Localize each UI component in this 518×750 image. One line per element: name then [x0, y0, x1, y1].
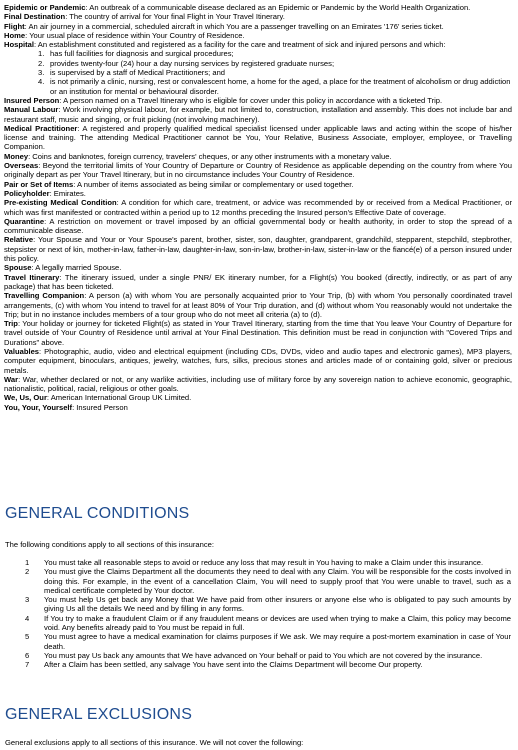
definition-text: : The country of arrival for Your final Flight in Your Travel Itinerary. — [65, 12, 285, 22]
definition-text: : A registered and properly qualified medical specialist licensed under applicable laws and acting within the scope of his/her license and training. The attending Medical Practitioner cannot be You, Your Relative, Business Associate, employer, employee, or Travelling Companion. — [4, 123, 512, 152]
item-text: You must pay Us back any amounts that We have advanced on Your behalf or paid to You which are not covered by the insurance. — [44, 650, 483, 660]
definition-entry — [4, 393, 512, 402]
item-text: If You try to make a fraudulent Claim or if any fraudulent means or devices are used when trying to make a Claim, this policy may become void. Any benefits already paid to You must be repaid in full. — [44, 613, 511, 633]
condition-item — [5, 660, 511, 669]
definition-entry — [4, 403, 512, 412]
definition-entry — [4, 235, 512, 263]
condition-item — [5, 632, 511, 651]
definition-text: : War, whether declared or not, or any warlike activities, including use of military force by any sovereign nation to achieve economic, geographic, nationalistic, political, racial, religious or other goals. — [4, 374, 512, 394]
definitions-section — [4, 3, 512, 412]
item-text: After a Claim has been settled, any salvage You have sent into the Claims Department will become Our property. — [44, 660, 423, 670]
definition-entry — [4, 124, 512, 152]
definition-term: We, Us, Our — [4, 393, 47, 403]
definition-text: : Beyond the territorial limits of Your Country of Departure or Country of Residence as applicable depending on the country from where You originally depart as per Your Travel Itinerary, but in no circumstance includes Your Country of Residence. — [4, 161, 512, 180]
general-exclusions-intro: General exclusions apply to all sections of this insurance. We will not cover the following: — [5, 738, 304, 747]
definition-text: : Emirates. — [49, 188, 86, 198]
definition-term: Medical Practitioner — [4, 123, 78, 133]
definition-entry — [4, 161, 512, 180]
definition-text: : A condition for which care, treatment, or advice was recommended by or received from a Medical Practitioner, or which was first manifested or contracted within a period up to 12 months preceding the Insured person's Effective Date of coverage. — [4, 198, 513, 217]
definition-text: : Insured Person — [72, 402, 128, 412]
definitions-list — [4, 3, 512, 49]
item-text: You must take all reasonable steps to avoid or reduce any loss that may result in You having to make a Claim under this insurance. — [44, 558, 484, 567]
general-conditions-intro: The following conditions apply to all sections of this insurance: — [5, 540, 214, 549]
definition-term: Valuables — [4, 346, 40, 356]
definition-entry — [4, 291, 512, 319]
definition-text: : Work involving physical labour, for example, but not limited to, construction, installation and assembly. This does not include bar and restaurant staff, music and singing, or fruit picking (not involving machinery). — [4, 105, 512, 124]
definition-entry — [4, 31, 512, 40]
definition-entry — [4, 105, 512, 124]
item-number: 1 — [25, 558, 30, 567]
definition-term: Insured Person — [4, 95, 60, 105]
definition-entry — [4, 12, 512, 21]
definition-text: : A person (a) with whom You are personally acquainted prior to Your Trip, (b) with whom You personally coordinated travel arrangements, (c) with whom You intend to travel for at least 80% of Your Trip duration, and (d) without whom You reasonably would not undertake the Trip; but in no instance includes members of a tour group who do not meet all criteria (a) to (d). — [4, 291, 512, 319]
definition-entry — [4, 347, 512, 375]
definition-text: : Coins and banknotes, foreign currency, travelers' cheques, or any other instruments with a monetary value. — [28, 151, 392, 161]
definition-entry — [4, 22, 512, 31]
item-number: 4 — [25, 613, 30, 623]
definition-term: Epidemic or Pandemic — [4, 3, 86, 12]
item-text: is supervised by a staff of Medical Practitioners; and — [50, 68, 226, 78]
item-number: 3. — [38, 68, 45, 78]
definition-term: You, Your, Yourself — [4, 402, 73, 412]
definition-term: Overseas — [4, 161, 39, 171]
definition-text: : Your Spouse and Your or Your Spouse's parent, brother, sister, son, daughter, grandparent, grandchild, stepparent, stepchild, stepbrother, stepsister or next of kin, mother-in-law, father-in-law, daughter-in-law, son-in-law, brother-in-law, sister-in-law or the fiancé(e) of a person insured under this policy. — [4, 235, 512, 264]
item-number: 1. — [38, 49, 45, 59]
definition-entry — [4, 180, 512, 189]
condition-item — [5, 567, 511, 595]
definition-term: War — [4, 374, 19, 384]
definition-text: : The itinerary issued, under a single PNR/ EK itinerary number, for a Flight(s) You booked (directly, indirectly, or as part of any package) that has been ticketed. — [4, 272, 513, 291]
definition-text: : An establishment constituted and registered as a facility for the care and treatment of sick and injured persons and which: — [33, 40, 446, 50]
hospital-criteria-item — [40, 68, 512, 77]
definition-term: Pre-existing Medical Condition — [4, 198, 117, 208]
definition-entry — [4, 319, 512, 347]
item-number: 5 — [25, 632, 30, 642]
definition-term: Flight — [4, 21, 25, 31]
definition-term: Pair or Set of Items — [4, 179, 74, 189]
item-text: You must give the Claims Department all the documents they need to deal with any Claim. You will be responsible for the costs involved in doing this. For example, in the event of a cancellation Claim, You will need to supply proof that You were unable to travel, such as a medical certificate completed by Your doctor. — [44, 567, 511, 595]
definition-text: : Your holiday or journey for ticketed Flight(s) as stated in Your Travel Itinerary, starting from the time that You leave Your Country of Departure for travel outside of Your Country of Residence until arrival at Your Final Destination. This definition must be read in conjunction with "Covered Trips and Durations" above. — [4, 319, 512, 347]
hospital-criteria-item — [40, 59, 512, 68]
definition-text: : American International Group UK Limited. — [46, 393, 192, 403]
general-conditions-list — [5, 558, 511, 670]
item-number: 3 — [25, 595, 30, 605]
general-conditions-heading: GENERAL CONDITIONS — [5, 505, 190, 522]
definition-term: Policyholder — [4, 188, 50, 198]
definition-term: Hospital — [4, 40, 34, 50]
item-text: You must agree to have a medical examination for claims purposes if We ask. We may require a post-mortem examination in case of Your death. — [44, 632, 511, 651]
definition-term: Relative — [4, 235, 34, 245]
definition-text: : An outbreak of a communicable disease declared as an Epidemic or Pandemic by the World Health Organization. — [85, 3, 471, 12]
item-number: 2. — [38, 58, 45, 68]
definition-term: Money — [4, 151, 29, 161]
definition-entry — [4, 375, 512, 394]
definition-term: Final Destination — [4, 12, 66, 22]
item-text: is not primarily a clinic, nursing, rest or convalescent home, a home for the aged, a place for the treatment of alcoholism or drug addiction or an institution for mental or behavioural disorder. — [50, 77, 511, 96]
definition-text: : An air journey in a commercial, scheduled aircraft in which You are a passenger travelling on an Emirates '176' series ticket. — [24, 21, 444, 31]
item-number: 7 — [25, 660, 30, 670]
item-number: 4. — [38, 77, 45, 87]
definition-term: Spouse — [4, 263, 32, 273]
definition-entry — [4, 198, 512, 217]
definition-term: Manual Labour — [4, 105, 59, 115]
hospital-criteria-list — [4, 49, 512, 95]
definition-term: Quarantine — [4, 216, 45, 226]
definition-term: Travel Itinerary — [4, 272, 60, 282]
item-text: has full facilities for diagnosis and surgical procedures; — [50, 49, 234, 59]
item-number: 6 — [25, 650, 30, 660]
definition-term: Travelling Companion — [4, 291, 85, 301]
definition-entry — [4, 40, 512, 49]
definition-text: : A person named on a Travel Itinerary who is eligible for cover under this policy in accordance with a ticketed Trip. — [59, 95, 443, 105]
definition-entry — [4, 3, 512, 12]
condition-item — [5, 595, 511, 614]
definition-text: : A number of items associated as being similar or complementary or used together. — [73, 179, 354, 189]
item-text: You must help Us get back any Money that We have paid from other insurers or anyone else who is obligated to pay such amounts by giving Us all the details We need and by filling in any forms. — [44, 595, 511, 614]
definition-entry — [4, 152, 512, 161]
definitions-list-continued — [4, 96, 512, 412]
hospital-criteria-item — [40, 77, 512, 96]
definition-entry — [4, 273, 512, 292]
item-text: provides twenty-four (24) hour a day nursing services by registered graduate nurses; — [50, 58, 335, 68]
condition-item — [5, 614, 511, 633]
condition-item — [5, 558, 511, 567]
item-number: 2 — [25, 567, 30, 577]
definition-entry — [4, 217, 512, 236]
definition-text: : A restriction on movement or travel imposed by an official governmental body or health authority, in order to stop the spread of a communicable disease. — [4, 216, 512, 236]
hospital-criteria-item — [40, 49, 512, 58]
definition-entry — [4, 96, 512, 105]
definition-text: : Your usual place of residence within Your Country of Residence. — [25, 30, 245, 40]
definition-entry — [4, 263, 512, 272]
general-exclusions-heading: GENERAL EXCLUSIONS — [5, 706, 193, 723]
definition-term: Home — [4, 30, 26, 40]
definition-text: : Photographic, audio, video and electrical equipment (including CDs, DVDs, video and audio tapes and electronic games), MP3 players, computer equipment, binoculars, antiques, jewelry, watches, furs, silks, precious stones and articles made of or containing gold, silver or precious metals. — [4, 346, 512, 375]
definition-entry — [4, 189, 512, 198]
definition-text: : A legally married Spouse. — [31, 263, 122, 273]
condition-item — [5, 651, 511, 660]
definition-term: Trip — [4, 319, 18, 329]
